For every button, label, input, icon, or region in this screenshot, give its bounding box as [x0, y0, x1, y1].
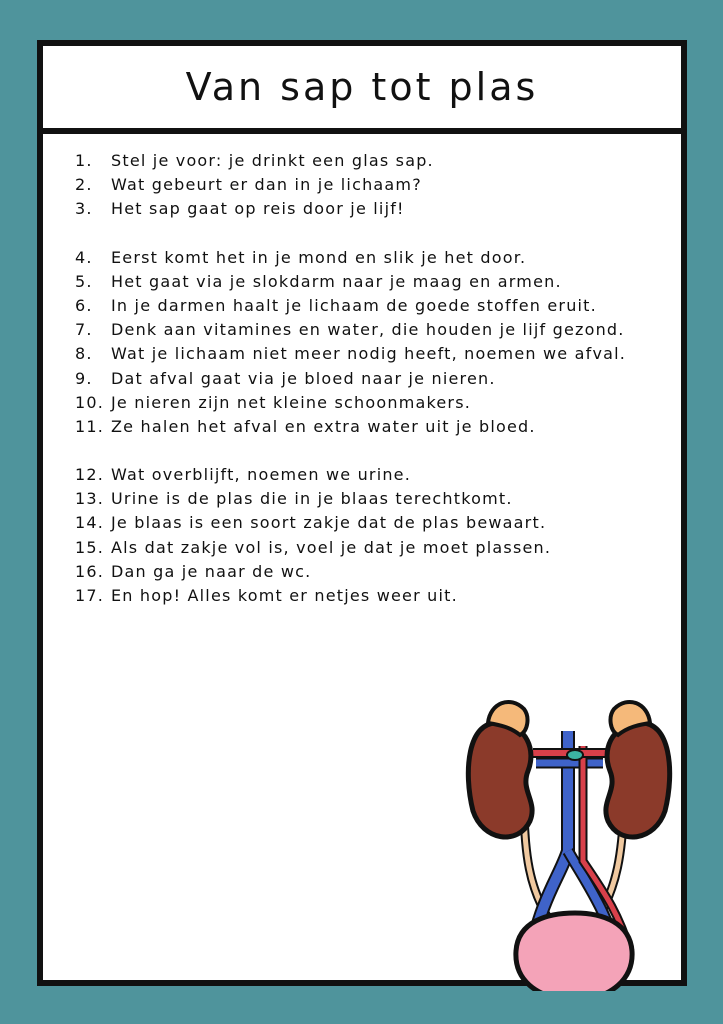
numbered-line	[75, 417, 661, 441]
numbered-line	[75, 175, 661, 199]
page-title: Van sap tot plas	[185, 65, 539, 109]
line-text: Eerst komt het in je mond en slik je het door.	[111, 247, 527, 267]
line-text: Dat afval gaat via je bloed naar je nieren.	[111, 368, 496, 388]
line-number: 3.	[75, 199, 93, 219]
numbered-line	[75, 393, 661, 417]
numbered-line	[75, 538, 661, 562]
line-text: Ze halen het afval en extra water uit je bloed.	[111, 416, 536, 436]
line-number: 15.	[75, 537, 105, 557]
line-number: 5.	[75, 271, 93, 291]
numbered-line	[75, 199, 661, 223]
line-text: Dan ga je naar de wc.	[111, 561, 312, 581]
line-number: 1.	[75, 151, 93, 170]
line-number: 16.	[75, 561, 105, 581]
numbered-text	[75, 151, 661, 610]
line-number: 17.	[75, 586, 105, 605]
line-number: 8.	[75, 344, 93, 364]
line-number: 10.	[75, 392, 105, 412]
line-number: 14.	[75, 513, 105, 533]
numbered-line	[75, 151, 661, 175]
paragraph-gap	[75, 441, 661, 465]
line-text: Als dat zakje vol is, voel je dat je moet plassen.	[111, 537, 552, 557]
line-text: Denk aan vitamines en water, die houden je lijf gezond.	[111, 320, 625, 340]
line-number: 12.	[75, 465, 105, 485]
numbered-line	[75, 320, 661, 344]
line-number: 6.	[75, 295, 93, 315]
numbered-line	[75, 344, 661, 368]
line-text: Je blaas is een soort zakje dat de plas bewaart.	[111, 513, 547, 533]
line-text: En hop! Alles komt er netjes weer uit.	[111, 586, 458, 605]
line-text: Stel je voor: je drinkt een glas sap.	[111, 151, 434, 170]
line-text: Het gaat via je slokdarm naar je maag en armen.	[111, 271, 562, 291]
numbered-line	[75, 272, 661, 296]
line-text: In je darmen haalt je lichaam de goede stoffen eruit.	[111, 295, 597, 315]
line-number: 7.	[75, 320, 93, 340]
line-text: Je nieren zijn net kleine schoonmakers.	[111, 392, 472, 412]
numbered-line	[75, 489, 661, 513]
line-number: 2.	[75, 175, 93, 195]
numbered-line	[75, 369, 661, 393]
numbered-line	[75, 513, 661, 537]
paragraph-gap	[75, 224, 661, 248]
urinary-system-icon	[458, 651, 678, 991]
title-box	[43, 46, 681, 134]
line-number: 11.	[75, 416, 105, 436]
line-text: Wat je lichaam niet meer nodig heeft, noemen we afval.	[111, 344, 627, 364]
numbered-line	[75, 586, 661, 610]
numbered-line	[75, 248, 661, 272]
line-number: 4.	[75, 247, 93, 267]
worksheet	[37, 40, 687, 986]
line-text: Urine is de plas die in je blaas terechtkomt.	[111, 489, 513, 509]
line-number: 9.	[75, 368, 93, 388]
line-text: Het sap gaat op reis door je lijf!	[111, 199, 405, 219]
numbered-line	[75, 562, 661, 586]
line-text: Wat overblijft, noemen we urine.	[111, 465, 412, 485]
line-text: Wat gebeurt er dan in je lichaam?	[111, 175, 422, 195]
numbered-line	[75, 296, 661, 320]
line-number: 13.	[75, 489, 105, 509]
numbered-line	[75, 465, 661, 489]
